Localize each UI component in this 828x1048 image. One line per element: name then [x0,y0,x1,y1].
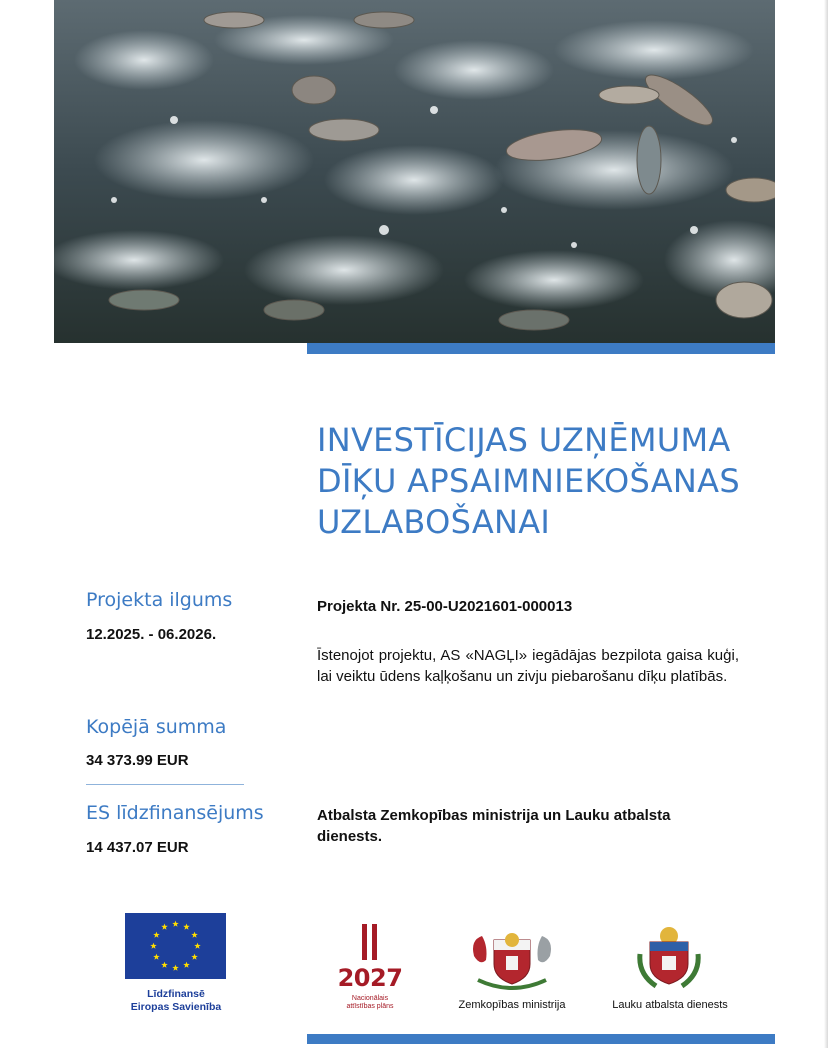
eu-cofinancing-label: ES līdzfinansējums [86,802,264,824]
duration-label: Projekta ilgums [86,589,233,611]
duration-value: 12.2025. - 06.2026. [86,626,217,643]
title-line-2: DĪĶU APSAIMNIEKOŠANAS [317,462,740,500]
project-number: Projekta Nr. 25-00-U2021601-000013 [317,598,573,615]
nap-caption-line-1: Nacionālais [351,995,389,1002]
total-value: 34 373.99 EUR [86,752,189,769]
support-statement: Atbalsta Zemkopības ministrija un Lauku atbalsta dienests. [317,807,671,845]
eu-flag-icon [125,913,226,979]
page-title [317,420,757,543]
rural-service-coat-of-arms-icon [636,924,702,990]
ministry-caption: Zemkopības ministrija [458,999,566,1011]
eu-star [172,921,178,927]
eu-star [191,954,197,960]
eu-star [172,965,178,971]
rural-service-caption: Lauku atbalsta dienests [612,999,728,1011]
nap-bars-icon [360,924,380,960]
eu-star [183,962,189,968]
project-description: Īstenojot projektu, AS «NAGĻI» iegādājas bezpilota gaisa kuģi, lai veiktu ūdens kaļķošanu un zivju piebarošanu dīķu platībās. [317,647,739,685]
nap-caption [330,995,410,1011]
eu-star [150,943,156,949]
nap-caption-line-2: attīstības plāns [346,1003,394,1010]
eu-star [183,924,189,930]
eu-cofinanced-caption [112,988,240,1014]
title-line-3: UZLABOŠANAI [317,503,551,541]
eu-star [153,932,159,938]
eu-cofinancing-value: 14 437.07 EUR [86,839,189,856]
eu-star [161,962,167,968]
eu-star [194,943,200,949]
title-line-1: INVESTĪCIJAS UZŅĒMUMA [317,421,731,459]
eu-caption-line-1: Līdzfinansē [147,988,205,1000]
nap-2027-logo [330,924,410,1019]
eu-star [161,924,167,930]
total-label: Kopējā summa [86,716,227,738]
eu-star [153,954,159,960]
accent-bar-bottom [307,1034,775,1044]
ministry-coat-of-arms-icon [466,926,558,992]
nap-year: 2027 [337,964,403,992]
sidebar-divider [86,784,244,785]
eu-star [191,932,197,938]
page-edge-shadow [824,0,828,1048]
accent-bar-top [307,343,775,354]
hero-fish-photo [54,0,775,343]
eu-caption-line-2: Eiropas Savienība [130,1001,222,1013]
